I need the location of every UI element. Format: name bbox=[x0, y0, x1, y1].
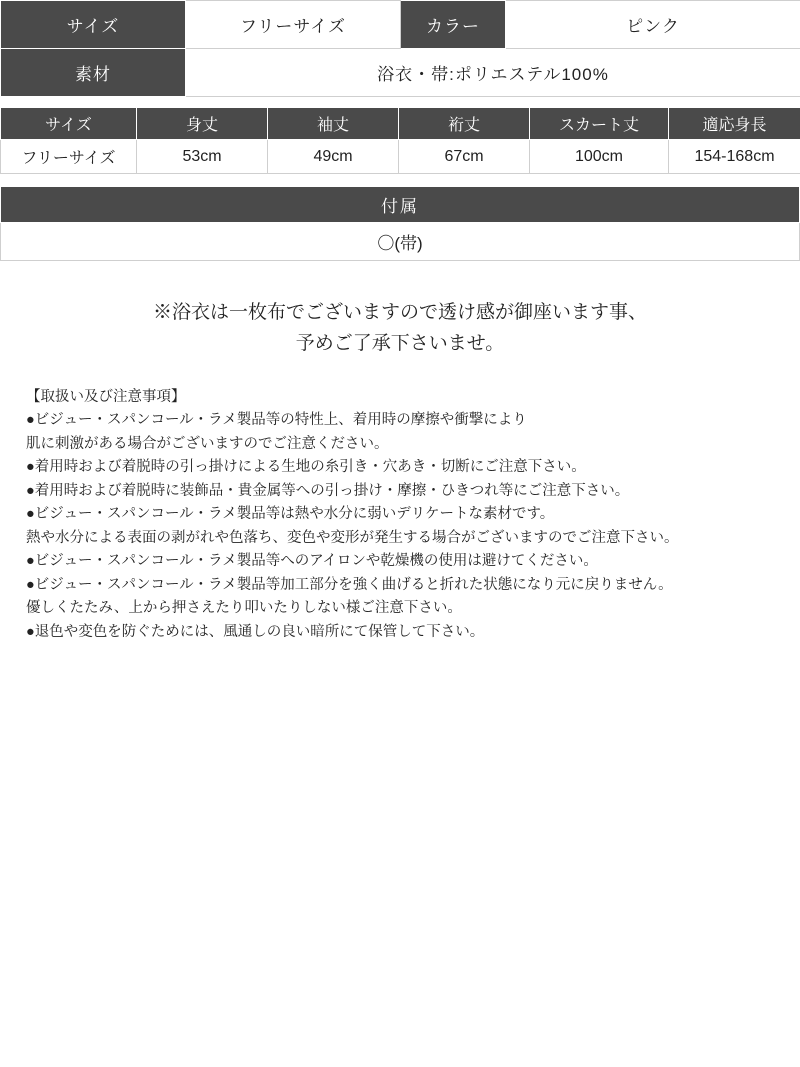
spec-value-color: ピンク bbox=[506, 1, 800, 49]
accessory-header: 付属 bbox=[1, 187, 800, 223]
table-row bbox=[1, 1, 800, 49]
care-line: ●着用時および着脱時に装飾品・貴金属等への引っ掛け・摩擦・ひきつれ等にご注意下さい。 bbox=[26, 482, 630, 499]
spec-value-size: フリーサイズ bbox=[186, 1, 401, 49]
care-line: ●退色や変色を防ぐためには、風通しの良い暗所にて保管して下さい。 bbox=[26, 623, 485, 640]
spec-label-material: 素材 bbox=[1, 49, 186, 97]
table-cell: 49cm bbox=[268, 140, 399, 174]
spec-label-size: サイズ bbox=[1, 1, 186, 49]
column-header: 裄丈 bbox=[399, 108, 530, 140]
column-header: 袖丈 bbox=[268, 108, 399, 140]
table-cell: フリーサイズ bbox=[1, 140, 137, 174]
column-header: サイズ bbox=[1, 108, 137, 140]
care-line: 肌に刺激がある場合がございますのでご注意ください。 bbox=[26, 435, 389, 452]
transparency-notice bbox=[0, 297, 800, 360]
measurement-table bbox=[0, 107, 800, 174]
spec-label-color: カラー bbox=[401, 1, 506, 49]
care-line: ●ビジュー・スパンコール・ラメ製品等は熱や水分に弱いデリケートな素材です。 bbox=[26, 506, 555, 523]
care-line: ●着用時および着脱時の引っ掛けによる生地の糸引き・穴あき・切断にご注意下さい。 bbox=[26, 459, 586, 476]
table-header-row bbox=[1, 108, 800, 140]
accessory-value: 〇(帯) bbox=[1, 223, 800, 261]
care-line: 優しくたたみ、上から押さえたり叩いたりしない様ご注意下さい。 bbox=[26, 600, 462, 617]
accessory-table bbox=[0, 186, 800, 261]
care-line: 熱や水分による表面の剥がれや色落ち、変色や変形が発生する場合がございますのでご注意下さい。 bbox=[26, 529, 679, 546]
table-row bbox=[1, 223, 800, 261]
column-header: スカート丈 bbox=[530, 108, 669, 140]
table-row bbox=[1, 140, 800, 174]
table-cell: 100cm bbox=[530, 140, 669, 174]
care-instructions bbox=[0, 386, 800, 644]
spec-value-material: 浴衣・帯:ポリエステル100% bbox=[186, 49, 800, 97]
spec-table bbox=[0, 0, 800, 97]
table-cell: 53cm bbox=[137, 140, 268, 174]
care-line: ●ビジュー・スパンコール・ラメ製品等加工部分を強く曲げると折れた状態になり元に戻りません。 bbox=[26, 576, 673, 593]
table-cell: 67cm bbox=[399, 140, 530, 174]
care-title: 【取扱い及び注意事項】 bbox=[26, 388, 186, 405]
care-line: ●ビジュー・スパンコール・ラメ製品等の特性上、着用時の摩擦や衝撃により bbox=[26, 412, 527, 429]
measurement-section bbox=[0, 107, 800, 174]
accessory-section bbox=[0, 186, 800, 261]
column-header: 身丈 bbox=[137, 108, 268, 140]
table-header-row bbox=[1, 187, 800, 223]
table-row bbox=[1, 49, 800, 97]
column-header: 適応身長 bbox=[669, 108, 800, 140]
notice-line-2: 予めご了承下さいませ。 bbox=[295, 333, 505, 355]
care-line: ●ビジュー・スパンコール・ラメ製品等へのアイロンや乾燥機の使用は避けてください。 bbox=[26, 553, 598, 570]
notice-line-1: ※浴衣は一枚布でございますので透け感が御座います事、 bbox=[152, 302, 647, 323]
table-cell: 154-168cm bbox=[669, 140, 800, 174]
